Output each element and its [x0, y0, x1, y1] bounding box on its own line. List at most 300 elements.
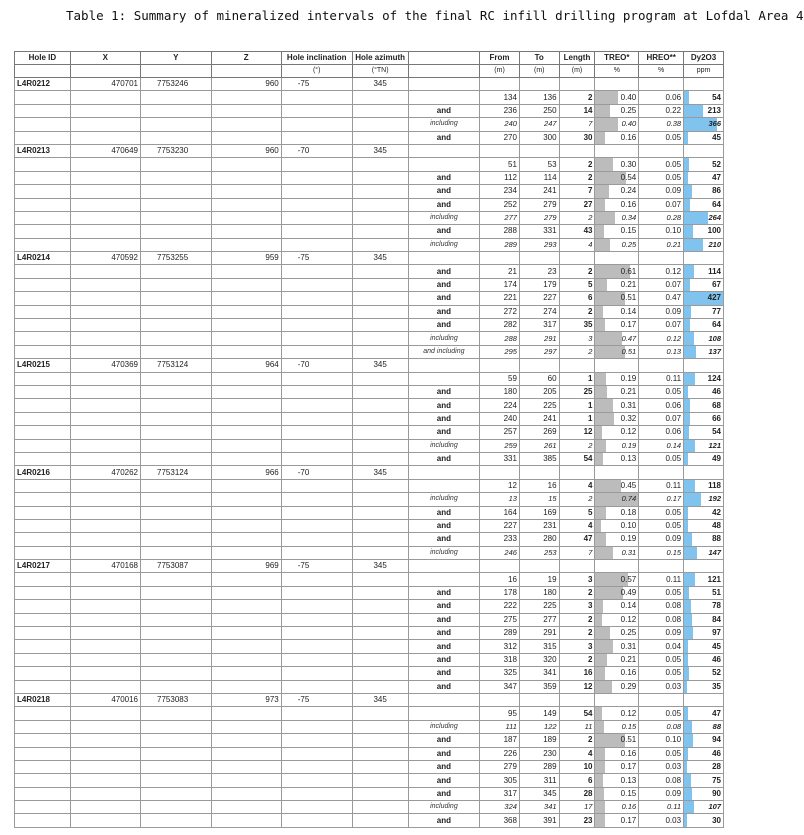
interval-length: 35	[559, 319, 595, 332]
table-row	[15, 292, 724, 305]
empty-cell	[211, 546, 281, 559]
dy2o3-value: 90	[684, 787, 724, 800]
hole-id: L4R0218	[15, 693, 71, 706]
dy2o3-value: 54	[684, 91, 724, 104]
interval-qualifier	[408, 707, 480, 720]
empty-cell	[70, 801, 140, 814]
empty-cell	[141, 399, 212, 412]
empty-cell	[281, 385, 352, 398]
interval-qualifier: and	[408, 774, 480, 787]
empty-cell	[281, 225, 352, 238]
empty-cell	[70, 278, 140, 291]
empty-cell	[519, 466, 559, 479]
interval-to: 60	[519, 372, 559, 385]
interval-to: 241	[519, 412, 559, 425]
empty-cell	[281, 586, 352, 599]
dy2o3-value: 264	[684, 211, 724, 224]
empty-cell	[352, 265, 408, 278]
treo-value: 0.16	[595, 747, 639, 760]
interval-qualifier: including	[408, 118, 480, 131]
hole-id: L4R0213	[15, 144, 71, 157]
empty-cell	[352, 760, 408, 773]
interval-qualifier: and	[408, 319, 480, 332]
table-row	[15, 225, 724, 238]
empty-cell	[141, 385, 212, 398]
column-header: X	[70, 52, 140, 65]
interval-qualifier: and	[408, 533, 480, 546]
interval-length: 4	[559, 479, 595, 492]
hole-inclination: -70	[281, 144, 352, 157]
hole-header-row	[15, 78, 724, 91]
empty-cell	[141, 760, 212, 773]
table-row	[15, 185, 724, 198]
empty-cell	[211, 760, 281, 773]
hreo-value: 0.03	[639, 680, 684, 693]
interval-qualifier: and including	[408, 345, 480, 358]
table-row	[15, 158, 724, 171]
treo-value: 0.17	[595, 814, 639, 827]
empty-cell	[15, 385, 71, 398]
empty-cell	[352, 787, 408, 800]
hole-y: 7753087	[141, 560, 212, 573]
empty-cell	[408, 78, 480, 91]
empty-cell	[559, 560, 595, 573]
empty-cell	[211, 171, 281, 184]
hole-azimuth: 345	[352, 560, 408, 573]
empty-cell	[141, 158, 212, 171]
empty-cell	[281, 292, 352, 305]
table-row	[15, 171, 724, 184]
empty-cell	[211, 734, 281, 747]
hole-z: 964	[211, 359, 281, 372]
dy2o3-value: 75	[684, 774, 724, 787]
column-header: From	[480, 52, 520, 65]
interval-qualifier: and	[408, 225, 480, 238]
empty-cell	[211, 519, 281, 532]
hole-y: 7753124	[141, 466, 212, 479]
empty-cell	[281, 479, 352, 492]
interval-length: 2	[559, 653, 595, 666]
empty-cell	[211, 787, 281, 800]
interval-length: 3	[559, 332, 595, 345]
hole-azimuth: 345	[352, 252, 408, 265]
interval-from: 277	[480, 211, 520, 224]
empty-cell	[141, 278, 212, 291]
empty-cell	[15, 319, 71, 332]
hole-z: 960	[211, 78, 281, 91]
interval-qualifier	[408, 479, 480, 492]
empty-cell	[519, 693, 559, 706]
interval-length: 1	[559, 412, 595, 425]
hole-azimuth: 345	[352, 693, 408, 706]
empty-cell	[70, 506, 140, 519]
interval-length: 17	[559, 801, 595, 814]
interval-length: 1	[559, 372, 595, 385]
empty-cell	[281, 332, 352, 345]
treo-value: 0.31	[595, 640, 639, 653]
empty-cell	[70, 653, 140, 666]
hreo-value: 0.05	[639, 519, 684, 532]
empty-cell	[15, 640, 71, 653]
interval-qualifier: and	[408, 586, 480, 599]
interval-length: 4	[559, 238, 595, 251]
empty-cell	[639, 144, 684, 157]
hreo-value: 0.21	[639, 238, 684, 251]
dy2o3-value: 46	[684, 653, 724, 666]
empty-cell	[211, 653, 281, 666]
hreo-value: 0.11	[639, 372, 684, 385]
column-header: Hole azimuth	[352, 52, 408, 65]
empty-cell	[211, 720, 281, 733]
empty-cell	[352, 158, 408, 171]
empty-cell	[141, 345, 212, 358]
empty-cell	[15, 332, 71, 345]
empty-cell	[281, 653, 352, 666]
empty-cell	[211, 211, 281, 224]
treo-value: 0.40	[595, 91, 639, 104]
empty-cell	[281, 707, 352, 720]
hreo-value: 0.05	[639, 452, 684, 465]
empty-cell	[281, 345, 352, 358]
dy2o3-value: 67	[684, 278, 724, 291]
empty-cell	[352, 573, 408, 586]
interval-to: 385	[519, 452, 559, 465]
empty-cell	[141, 372, 212, 385]
hreo-value: 0.10	[639, 225, 684, 238]
empty-cell	[281, 814, 352, 827]
table-row	[15, 814, 724, 827]
empty-cell	[352, 345, 408, 358]
table-row	[15, 667, 724, 680]
interval-length: 30	[559, 131, 595, 144]
empty-cell	[684, 78, 724, 91]
empty-cell	[281, 600, 352, 613]
empty-cell	[352, 586, 408, 599]
hole-id: L4R0216	[15, 466, 71, 479]
empty-cell	[559, 78, 595, 91]
interval-length: 2	[559, 439, 595, 452]
hreo-value: 0.14	[639, 439, 684, 452]
interval-from: 16	[480, 573, 520, 586]
empty-cell	[70, 305, 140, 318]
dy2o3-value: 97	[684, 627, 724, 640]
hreo-value: 0.12	[639, 332, 684, 345]
empty-cell	[70, 91, 140, 104]
empty-cell	[70, 493, 140, 506]
interval-length: 6	[559, 774, 595, 787]
empty-cell	[15, 720, 71, 733]
interval-qualifier	[408, 372, 480, 385]
treo-value: 0.31	[595, 546, 639, 559]
column-header: To	[519, 52, 559, 65]
interval-qualifier: and	[408, 305, 480, 318]
empty-cell	[15, 573, 71, 586]
empty-cell	[141, 479, 212, 492]
dy2o3-value: 64	[684, 198, 724, 211]
interval-qualifier: and	[408, 104, 480, 117]
hreo-value: 0.12	[639, 265, 684, 278]
empty-cell	[70, 332, 140, 345]
interval-from: 368	[480, 814, 520, 827]
empty-cell	[70, 131, 140, 144]
dy2o3-value: 213	[684, 104, 724, 117]
interval-to: 23	[519, 265, 559, 278]
treo-value: 0.21	[595, 385, 639, 398]
empty-cell	[352, 707, 408, 720]
empty-cell	[639, 560, 684, 573]
table-row	[15, 600, 724, 613]
hole-y: 7753255	[141, 252, 212, 265]
interval-from: 312	[480, 640, 520, 653]
hole-x: 470016	[70, 693, 140, 706]
interval-length: 5	[559, 506, 595, 519]
hreo-value: 0.05	[639, 171, 684, 184]
table-row	[15, 385, 724, 398]
column-unit: %	[639, 65, 684, 78]
empty-cell	[480, 359, 520, 372]
table-row	[15, 640, 724, 653]
empty-cell	[15, 680, 71, 693]
empty-cell	[408, 359, 480, 372]
empty-cell	[141, 627, 212, 640]
treo-value: 0.25	[595, 104, 639, 117]
empty-cell	[352, 479, 408, 492]
table-row	[15, 104, 724, 117]
empty-cell	[141, 426, 212, 439]
empty-cell	[141, 452, 212, 465]
dy2o3-value: 42	[684, 506, 724, 519]
interval-from: 234	[480, 185, 520, 198]
empty-cell	[281, 211, 352, 224]
hreo-value: 0.03	[639, 814, 684, 827]
empty-cell	[559, 693, 595, 706]
empty-cell	[211, 426, 281, 439]
interval-from: 51	[480, 158, 520, 171]
empty-cell	[70, 640, 140, 653]
empty-cell	[15, 185, 71, 198]
empty-cell	[211, 319, 281, 332]
interval-qualifier: including	[408, 493, 480, 506]
empty-cell	[211, 399, 281, 412]
empty-cell	[408, 560, 480, 573]
empty-cell	[141, 640, 212, 653]
hreo-value: 0.06	[639, 426, 684, 439]
empty-cell	[352, 801, 408, 814]
column-unit: (m)	[519, 65, 559, 78]
empty-cell	[352, 319, 408, 332]
treo-value: 0.14	[595, 305, 639, 318]
interval-length: 7	[559, 118, 595, 131]
table-row	[15, 707, 724, 720]
empty-cell	[211, 118, 281, 131]
empty-cell	[141, 198, 212, 211]
treo-value: 0.21	[595, 653, 639, 666]
interval-to: 205	[519, 385, 559, 398]
empty-cell	[70, 345, 140, 358]
hole-x: 470262	[70, 466, 140, 479]
empty-cell	[281, 399, 352, 412]
empty-cell	[70, 707, 140, 720]
empty-cell	[70, 158, 140, 171]
empty-cell	[15, 171, 71, 184]
dy2o3-value: 137	[684, 345, 724, 358]
interval-from: 21	[480, 265, 520, 278]
hreo-value: 0.07	[639, 412, 684, 425]
interval-qualifier: and	[408, 627, 480, 640]
empty-cell	[141, 533, 212, 546]
dy2o3-value: 86	[684, 185, 724, 198]
table-row	[15, 627, 724, 640]
interval-to: 180	[519, 586, 559, 599]
empty-cell	[352, 640, 408, 653]
empty-cell	[70, 760, 140, 773]
empty-cell	[519, 144, 559, 157]
interval-length: 43	[559, 225, 595, 238]
empty-cell	[211, 104, 281, 117]
empty-cell	[70, 519, 140, 532]
table-row	[15, 760, 724, 773]
empty-cell	[352, 412, 408, 425]
interval-from: 227	[480, 519, 520, 532]
empty-cell	[352, 506, 408, 519]
dy2o3-value: 48	[684, 519, 724, 532]
table-row	[15, 452, 724, 465]
interval-length: 4	[559, 519, 595, 532]
dy2o3-value: 192	[684, 493, 724, 506]
empty-cell	[281, 452, 352, 465]
empty-cell	[70, 613, 140, 626]
interval-from: 289	[480, 627, 520, 640]
empty-cell	[211, 185, 281, 198]
interval-from: 187	[480, 734, 520, 747]
table-row	[15, 653, 724, 666]
empty-cell	[281, 640, 352, 653]
empty-cell	[684, 359, 724, 372]
empty-cell	[352, 238, 408, 251]
table-row	[15, 91, 724, 104]
table-row	[15, 345, 724, 358]
treo-value: 0.15	[595, 787, 639, 800]
table-row	[15, 332, 724, 345]
interval-qualifier: including	[408, 720, 480, 733]
treo-value: 0.32	[595, 412, 639, 425]
interval-qualifier: and	[408, 426, 480, 439]
table-row	[15, 479, 724, 492]
empty-cell	[211, 747, 281, 760]
treo-value: 0.47	[595, 332, 639, 345]
dy2o3-value: 46	[684, 385, 724, 398]
treo-value: 0.25	[595, 238, 639, 251]
hreo-value: 0.09	[639, 305, 684, 318]
interval-from: 270	[480, 131, 520, 144]
treo-value: 0.31	[595, 399, 639, 412]
empty-cell	[141, 707, 212, 720]
interval-length: 7	[559, 546, 595, 559]
dy2o3-value: 77	[684, 305, 724, 318]
empty-cell	[519, 359, 559, 372]
empty-cell	[141, 118, 212, 131]
empty-cell	[480, 466, 520, 479]
empty-cell	[141, 787, 212, 800]
table-row	[15, 118, 724, 131]
empty-cell	[141, 412, 212, 425]
interval-length: 2	[559, 305, 595, 318]
dy2o3-value: 35	[684, 680, 724, 693]
empty-cell	[352, 104, 408, 117]
interval-to: 189	[519, 734, 559, 747]
empty-cell	[15, 707, 71, 720]
empty-cell	[15, 211, 71, 224]
interval-to: 250	[519, 104, 559, 117]
interval-to: 253	[519, 546, 559, 559]
empty-cell	[70, 747, 140, 760]
empty-cell	[211, 372, 281, 385]
empty-cell	[352, 546, 408, 559]
interval-length: 27	[559, 198, 595, 211]
dy2o3-value: 64	[684, 319, 724, 332]
empty-cell	[211, 586, 281, 599]
empty-cell	[15, 225, 71, 238]
empty-cell	[70, 720, 140, 733]
empty-cell	[281, 747, 352, 760]
empty-cell	[595, 560, 639, 573]
interval-qualifier: and	[408, 680, 480, 693]
units-row	[15, 65, 724, 78]
hole-header-row	[15, 466, 724, 479]
empty-cell	[519, 78, 559, 91]
empty-cell	[141, 801, 212, 814]
interval-from: 240	[480, 118, 520, 131]
empty-cell	[70, 573, 140, 586]
interval-from: 288	[480, 332, 520, 345]
treo-value: 0.57	[595, 573, 639, 586]
dy2o3-value: 88	[684, 720, 724, 733]
interval-length: 54	[559, 452, 595, 465]
interval-to: 293	[519, 238, 559, 251]
empty-cell	[141, 747, 212, 760]
interval-to: 317	[519, 319, 559, 332]
empty-cell	[211, 198, 281, 211]
interval-to: 291	[519, 627, 559, 640]
dy2o3-value: 66	[684, 412, 724, 425]
table-row	[15, 278, 724, 291]
column-unit: (°)	[281, 65, 352, 78]
interval-to: 297	[519, 345, 559, 358]
empty-cell	[281, 372, 352, 385]
hreo-value: 0.05	[639, 131, 684, 144]
interval-length: 3	[559, 640, 595, 653]
empty-cell	[352, 305, 408, 318]
empty-cell	[408, 144, 480, 157]
empty-cell	[70, 265, 140, 278]
empty-cell	[211, 345, 281, 358]
column-unit	[70, 65, 140, 78]
table-title: Table 1: Summary of mineralized intervals of the final RC infill drilling program at Lofdal Area 4	[66, 8, 804, 23]
dy2o3-value: 47	[684, 707, 724, 720]
hreo-value: 0.28	[639, 211, 684, 224]
table-row	[15, 546, 724, 559]
hreo-value: 0.05	[639, 653, 684, 666]
dy2o3-value: 88	[684, 533, 724, 546]
empty-cell	[141, 91, 212, 104]
empty-cell	[480, 144, 520, 157]
interval-to: 230	[519, 747, 559, 760]
empty-cell	[281, 91, 352, 104]
empty-cell	[352, 91, 408, 104]
empty-cell	[211, 278, 281, 291]
empty-cell	[15, 747, 71, 760]
interval-length: 7	[559, 185, 595, 198]
